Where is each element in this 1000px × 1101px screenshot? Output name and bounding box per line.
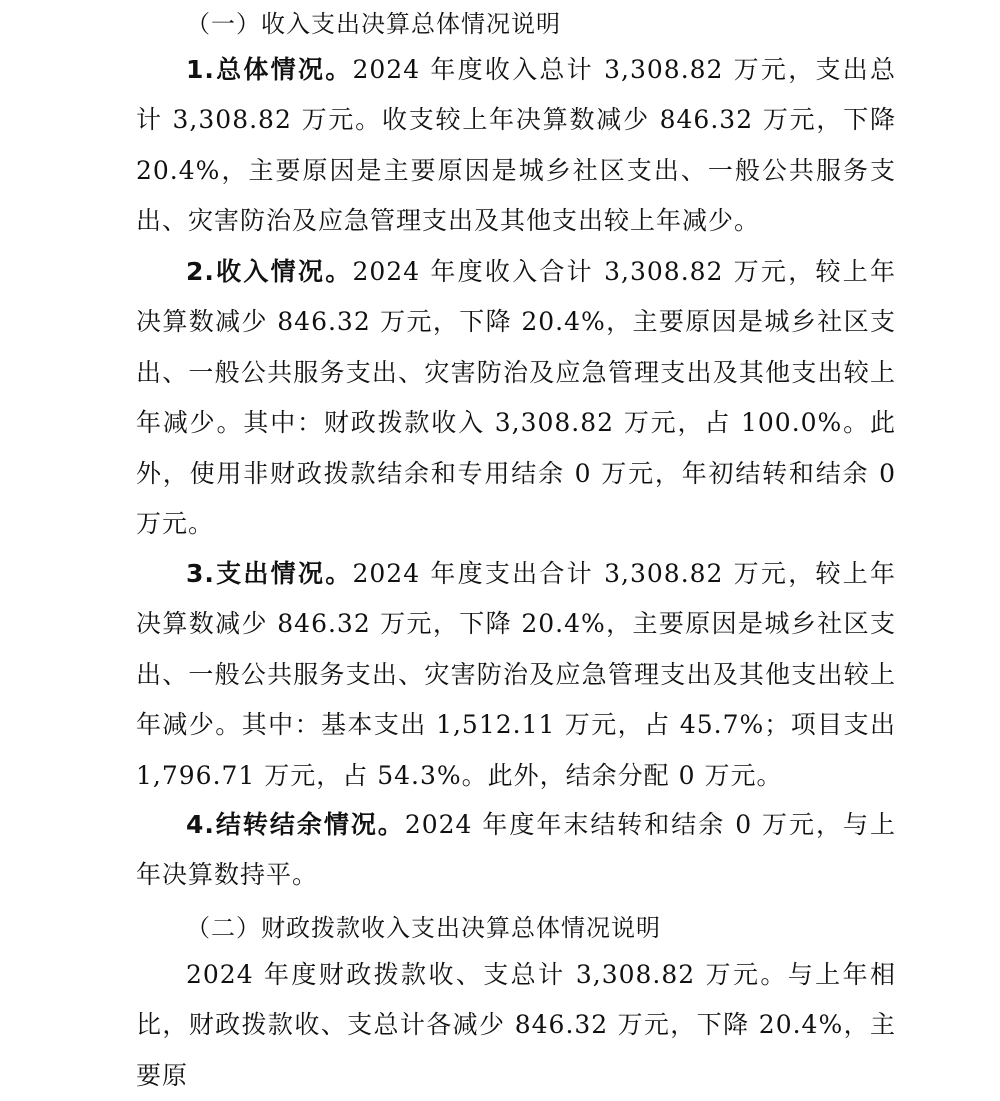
paragraph-text-expenditure: 2024 年度支出合计 3,308.82 万元，较上年决算数减少 846.32 万元，下降 20.4%，主要原因是城乡社区支出、一般公共服务支出、灾害防治及应急管理支出及其他支出较上年减少。其中：基本支出 1,512.11 万元，占 45.7%；项目支出 1,796.71 万元，占 54.3%。此外，结余分配 0 万元。 — [136, 559, 896, 790]
paragraph-income — [136, 247, 896, 549]
section-heading-1: （一）收入支出决算总体情况说明 — [186, 10, 561, 38]
paragraph-lead-carryover: 4.结转结余情况。 — [186, 810, 405, 839]
paragraph-expenditure — [136, 549, 896, 801]
paragraph-text-overall: 2024 年度收入总计 3,308.82 万元，支出总计 3,308.82 万元。收支较上年决算数减少 846.32 万元，下降 20.4%，主要原因是主要原因是城乡社区支出、一般公共服务支出、灾害防治及应急管理支出及其他支出较上年减少。 — [136, 55, 896, 236]
paragraph-lead-expenditure: 3.支出情况。 — [186, 559, 353, 588]
paragraph-carryover — [136, 800, 896, 901]
paragraph-lead-overall: 1.总体情况。 — [186, 55, 353, 84]
paragraph-text-carryover: 2024 年度年末结转和结余 0 万元，与上年决算数持平。 — [136, 810, 896, 890]
section-heading-2: （二）财政拨款收入支出决算总体情况说明 — [186, 914, 661, 942]
paragraph-overall — [136, 45, 896, 247]
paragraph-fiscal-appropriation: 2024 年度财政拨款收、支总计 3,308.82 万元。与上年相比，财政拨款收、支总计各减少 846.32 万元，下降 20.4%，主要原 — [136, 960, 896, 1090]
paragraph-lead-income: 2.收入情况。 — [186, 257, 353, 286]
paragraph-text-income: 2024 年度收入合计 3,308.82 万元，较上年决算数减少 846.32 万元，下降 20.4%，主要原因是城乡社区支出、一般公共服务支出、灾害防治及应急管理支出及其他支出较上年减少。其中：财政拨款收入 3,308.82 万元，占 100.0%。此外，使用非财政拨款结余和专用结余 0 万元，年初结转和结余 0 万元。 — [136, 257, 896, 539]
